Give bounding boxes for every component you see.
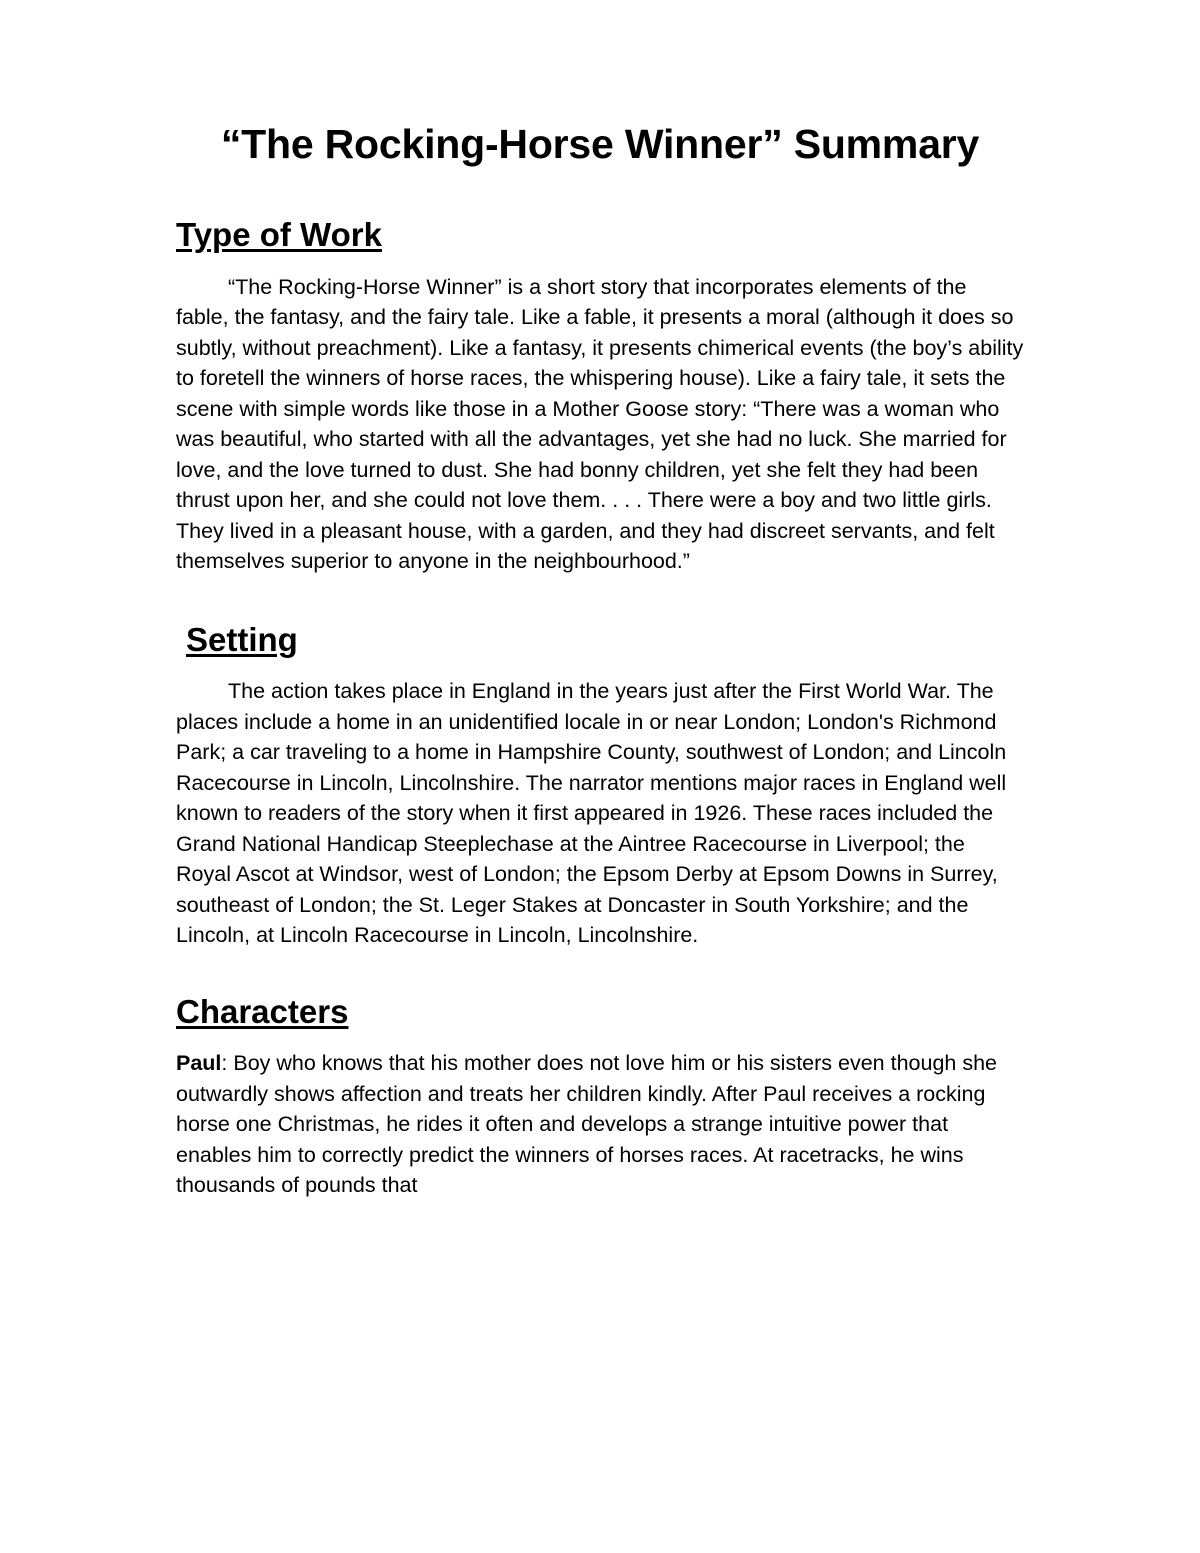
paragraph-text: “The Rocking-Horse Winner” is a short story that incorporates elements of the fable, the fantasy, and the fairy tale. Like a fable, it presents a moral (although it does so subtly, without preachment). Like a fantasy, it presents chimerical events (the boy’s ability to foretell the winners of horse races, the whispering house). Like a fairy tale, it sets the scene with simple words like those in a Mother Goose story: “There was a woman who was beautiful, who started with all the advantages, yet she had no luck. She married for love, and the love turned to dust. She had bonny children, yet she felt they had been thrust upon her, and she could not love them. . . . There were a boy and two little girls. They lived in a pleasant house, with a garden, and they had discreet servants, and felt themselves superior to anyone in the neighbourhood.” bbox=[176, 274, 1024, 574]
character-entry-paul bbox=[176, 1048, 1024, 1201]
section-heading-setting: Setting bbox=[186, 620, 298, 658]
section-paragraph-setting bbox=[176, 676, 1024, 951]
section-paragraph-type-of-work bbox=[176, 272, 1024, 577]
paragraph-text: The action takes place in England in the years just after the First World War. The places include a home in an unidentified locale in or near London; London's Richmond Park; a car traveling to a home in Hampshire County, southwest of London; and Lincoln Racecourse in Lincoln, Lincolnshire. The narrator mentions major races in England well known to readers of the story when it first appeared in 1926. These races included the Grand National Handicap Steeplechase at the Aintree Racecourse in Liverpool; the Royal Ascot at Windsor, west of London; the Epsom Derby at Epsom Downs in Surrey, southeast of London; the St. Leger Stakes at Doncaster in South Yorkshire; and the Lincoln, at Lincoln Racecourse in Lincoln, Lincolnshire. bbox=[176, 679, 1007, 948]
section-heading-characters: Characters bbox=[176, 992, 349, 1030]
section-heading-type-of-work: Type of Work bbox=[176, 216, 382, 254]
character-description: : Boy who knows that his mother does not love him or his sisters even though she outwardly shows affection and treats her children kindly. After Paul receives a rocking horse one Christmas, he rides it often and develops a strange intuitive power that enables him to correctly predict the winners of horses races. At racetracks, he wins thousands of pounds that bbox=[176, 1051, 998, 1198]
character-name: Paul bbox=[176, 1051, 222, 1076]
page-title: “The Rocking-Horse Winner” Summary bbox=[220, 121, 980, 167]
